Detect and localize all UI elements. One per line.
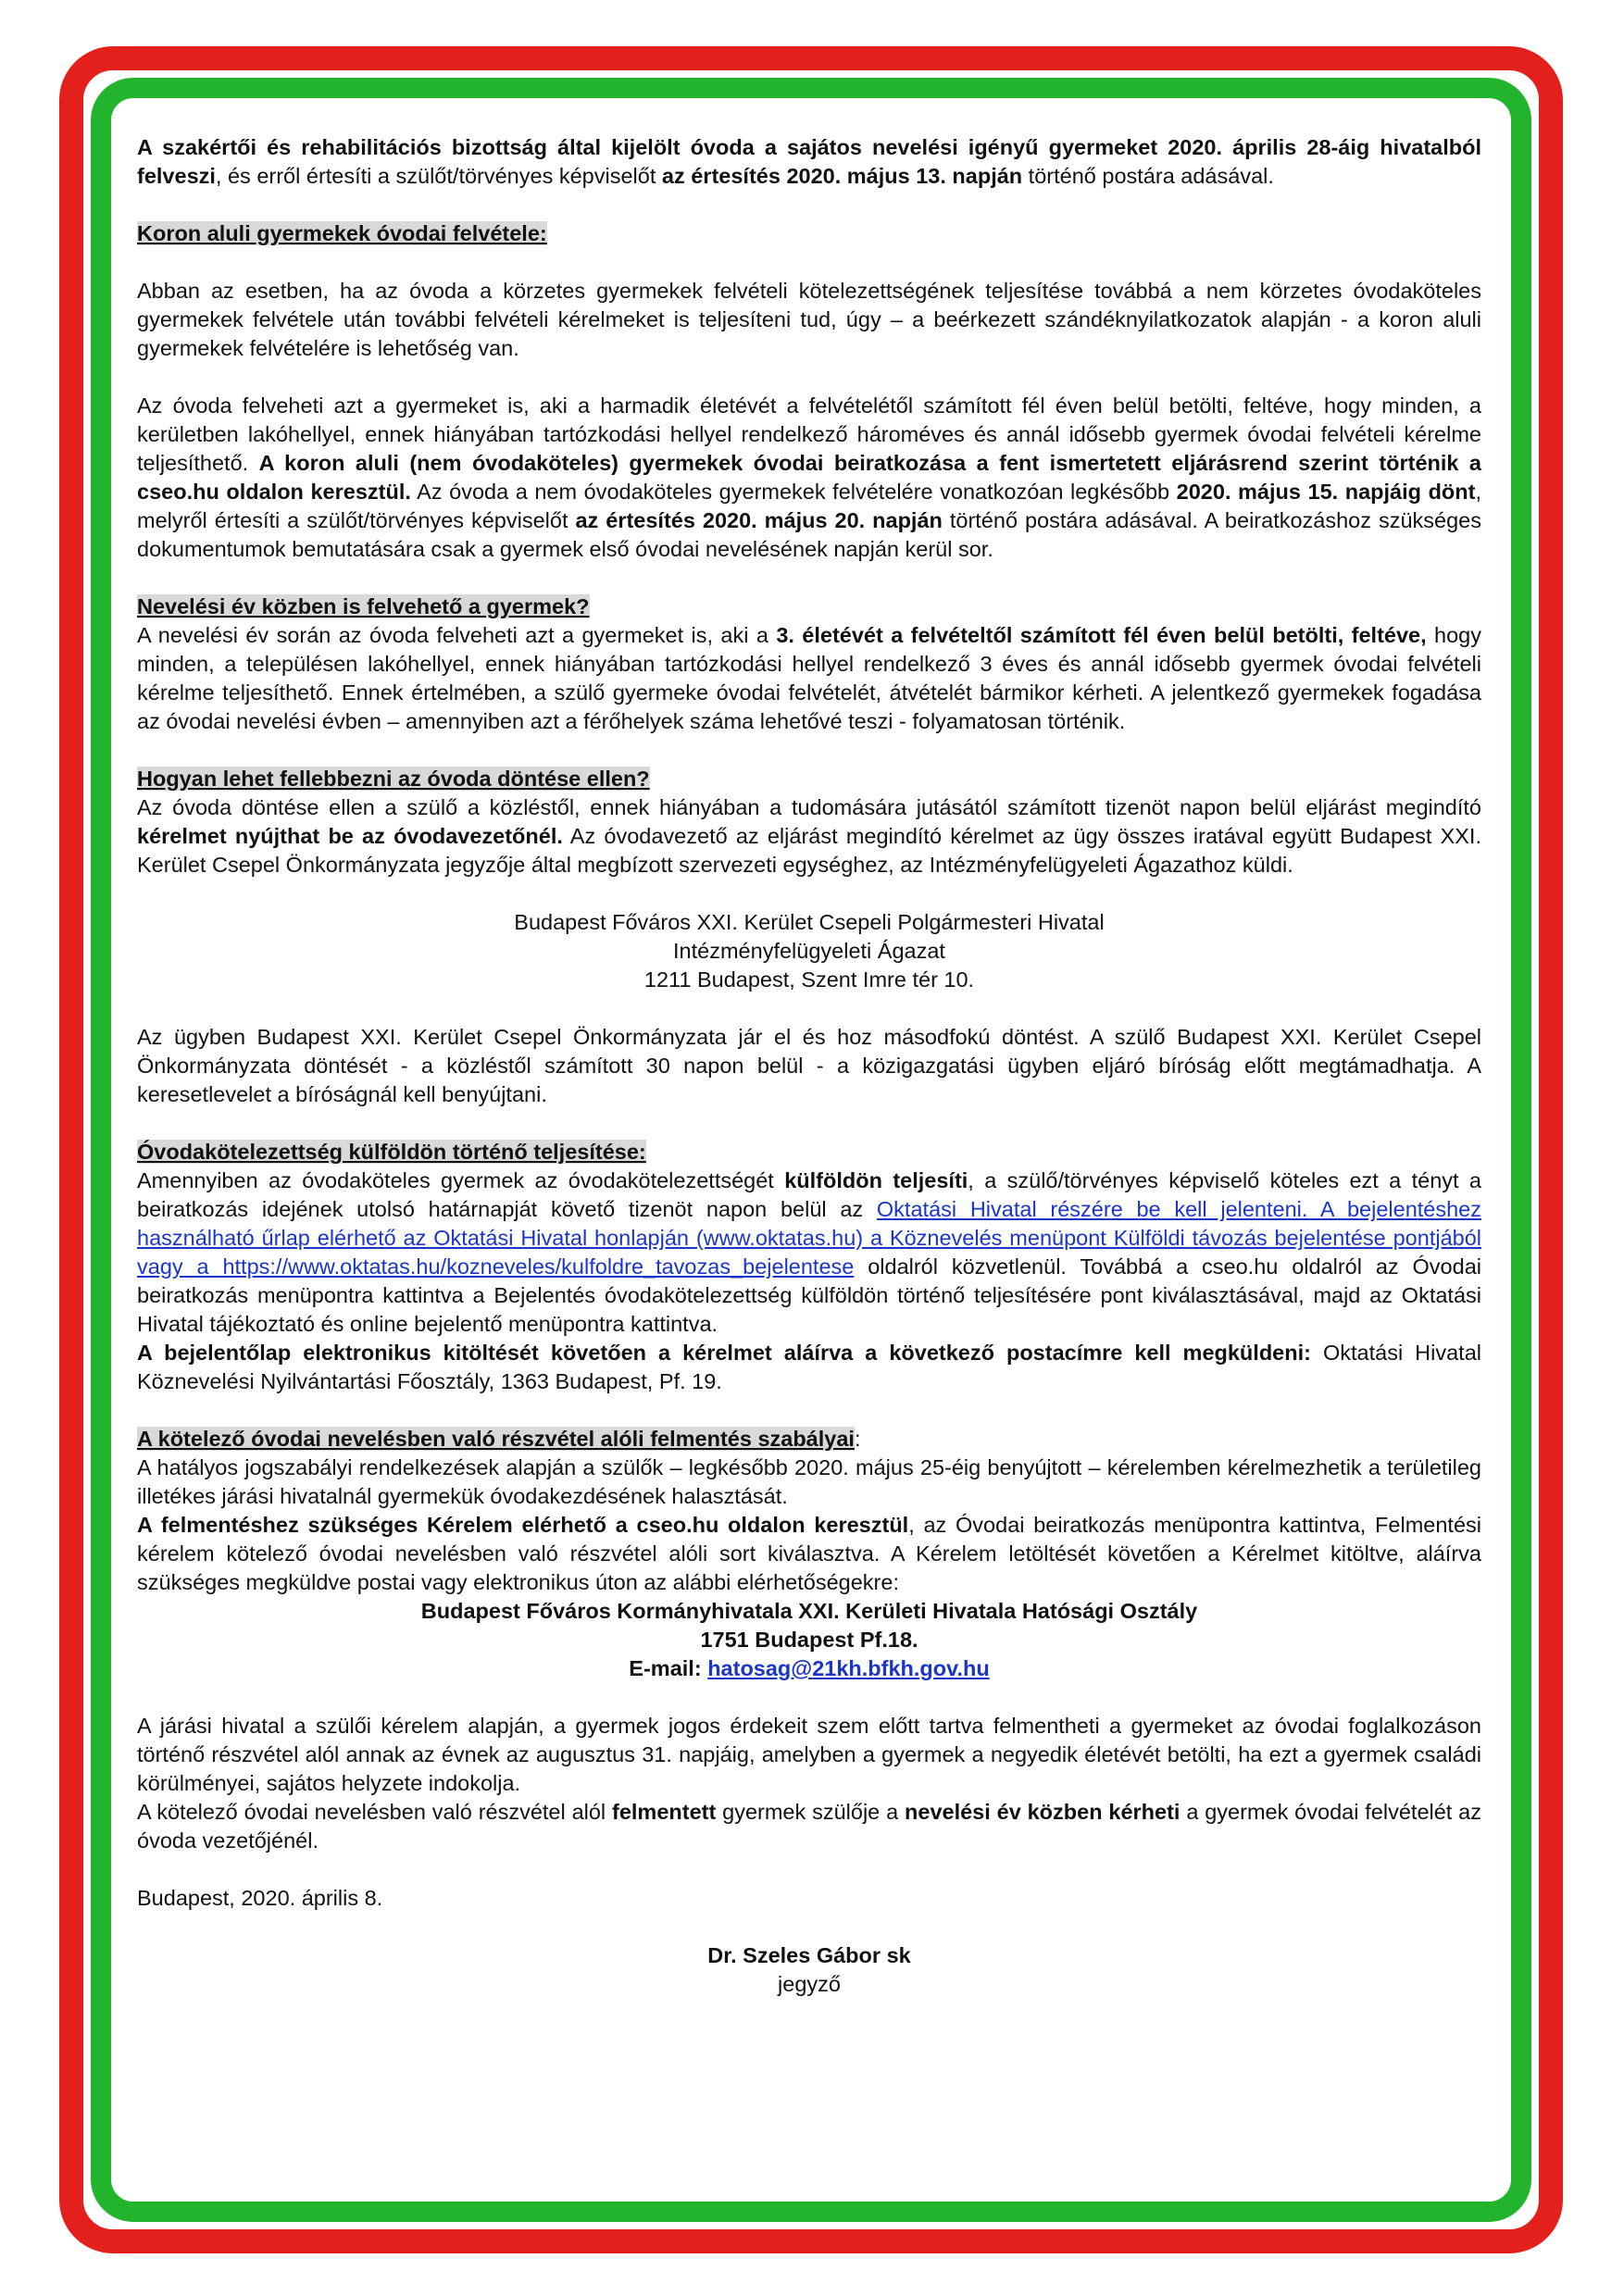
paragraph: A bejelentőlap elektronikus kitöltését követően a kérelmet aláírva a következő postacímre kell megküldeni: Oktatási Hivatal Köznevelési Nyilvántartási Főosztály, 1363 Budapest, Pf. 19.: [137, 1341, 1482, 1393]
paragraph: Abban az esetben, ha az óvoda a körzetes gyermekek felvételi kötelezettségének teljesítése továbbá a nem körzetes óvodaköteles gyermekek felvétele után további felvételi kérelmeket is teljesíteni tud, úgy – a beérkezett szándéknyilatkozatok alapján - a koron aluli gyermekek felvételére is lehetőség van.: [137, 279, 1481, 360]
address-block: [137, 908, 1481, 994]
email-link[interactable]: hatosag@21kh.bfkh.gov.hu: [707, 1656, 990, 1680]
section-heading-fellebbezes: Hogyan lehet fellebbezni az óvoda döntése ellen?: [137, 767, 650, 791]
section-heading-koron-aluli: Koron aluli gyermekek óvodai felvétele:: [137, 221, 547, 245]
section-heading-felmentes: A kötelező óvodai nevelésben való részvétel alóli felmentés szabályai:: [137, 1427, 861, 1451]
email-line: E-mail: hatosag@21kh.bfkh.gov.hu: [629, 1656, 990, 1680]
section-heading-kulfold: Óvodakötelezettség külföldön történő teljesítése:: [137, 1140, 646, 1164]
contact-block: [137, 1597, 1481, 1683]
signature-block: [137, 1941, 1481, 1999]
paragraph: A hatályos jogszabályi rendelkezések alapján a szülők – legkésőbb 2020. május 25-éig benyújtott – kérelemben kérelmezhetik a területileg illetékes járási hivatalnál gyermekük óvodakezdésének halasztását.: [137, 1455, 1481, 1508]
address-line: Budapest Főváros XXI. Kerület Csepeli Polgármesteri Hivatal: [514, 910, 1105, 934]
paragraph: Az óvoda felveheti azt a gyermeket is, aki a harmadik életévét a felvételétől számított fél éven belül betölti, feltéve, hogy minden, a kerületben lakóhellyel, ennek hiányában tartózkodási hellyel rendelkező hároméves és annál idősebb gyermek óvodai felvételi kérelme teljesíthető. A koron aluli (nem óvodaköteles) gyermekek óvodai beiratkozása a fent ismertetett eljárásrend szerint történik a cseo.hu oldalon keresztül. Az óvoda a nem óvodaköteles gyermekek felvételére vonatkozóan legkésőbb 2020. május 15. napjáig dönt, melyről értesíti a szülőt/törvényes képviselőt az értesítés 2020. május 20. napján történő postára adásával. A beiratkozáshoz szükséges dokumentumok bemutatására csak a gyermek első óvodai nevelésének napján kerül sor.: [137, 393, 1482, 561]
paragraph: A nevelési év során az óvoda felveheti azt a gyermeket is, aki a 3. életévét a felvételtől számított fél éven belül betölti, feltéve, hogy minden, a településen lakóhellyel, ennek hiányában tartózkodási hellyel rendelkező 3 éves és annál idősebb gyermek óvodai felvételi kérelme teljesíthető. Ennek értelmében, a szülő gyermeke óvodai felvételét, átvételét bármikor kérheti. A jelentkező gyermekek fogadása az óvodai nevelési évben – amennyiben azt a férőhelyek száma lehetővé teszi - folyamatosan történik.: [137, 623, 1481, 733]
paragraph: Az ügyben Budapest XXI. Kerület Csepel Önkormányzata jár el és hoz másodfokú döntést. A szülő Budapest XXI. Kerület Csepel Önkormányzata döntését - a közléstől számított 30 napon belül - a közigazgatási ügyben eljáró bíróság előtt megtámadhatja. A keresetlevelet a bíróságnál kell benyújtani.: [137, 1025, 1481, 1106]
paragraph: A kötelező óvodai nevelésben való részvétel alól felmentett gyermek szülője a nevelési év közben kérheti a gyermek óvodai felvételét az óvoda vezetőjénél.: [137, 1800, 1481, 1853]
document-body: [137, 133, 1481, 1999]
signer-name: Dr. Szeles Gábor sk: [707, 1943, 911, 1967]
address-line: Intézményfelügyeleti Ágazat: [673, 939, 945, 963]
section-heading-nevelesi-ev: Nevelési év közben is felvehető a gyermek?: [137, 594, 590, 618]
paragraph: A járási hivatal a szülői kérelem alapján, a gyermek jogos érdekeit szem előtt tartva felmentheti a gyermeket az óvodai foglalkozáson történő részvétel alól annak az évnek az augusztus 31. napjáig, amelyben a gyermek a negyedik életévét betölti, ha ezt a gyermek családi körülményei, sajátos helyzete indokolja.: [137, 1714, 1481, 1795]
intro-paragraph: A szakértői és rehabilitációs bizottság által kijelölt óvoda a sajátos nevelési igényű gyermeket 2020. április 28-áig hivatalból felveszi, és erről értesíti a szülőt/törvényes képviselőt az értesítés 2020. május 13. napján történő postára adásával.: [137, 135, 1481, 188]
signer-title: jegyző: [778, 1972, 841, 1996]
office-name: Budapest Főváros Kormányhivatala XXI. Kerületi Hivatala Hatósági Osztály: [420, 1599, 1198, 1623]
paragraph: A felmentéshez szükséges Kérelem elérhető a cseo.hu oldalon keresztül, az Óvodai beiratkozás menüpontra kattintva, Felmentési kérelem kötelező óvodai nevelésben való részvétel alóli sort kiválasztva. A Kérelem letöltését követően a Kérelmet kitöltve, aláírva szükséges megküldve postai vagy elektronikus úton az alábbi elérhetőségekre:: [137, 1513, 1481, 1594]
address-line: 1211 Budapest, Szent Imre tér 10.: [643, 967, 975, 992]
oktatasi-hivatal-link[interactable]: Oktatási Hivatal részére be kell jelenteni. A bejelentéshez használható űrlap elérhető az Oktatási Hivatal honlapján (www.oktatas.hu) a Köznevelés menüpont Külföldi távozás bejelentése pontjából vagy a https://www.oktatas.hu/kozneveles/kulfoldre_tavozas_bejelentese: [137, 1197, 1481, 1279]
postal-address: 1751 Budapest Pf.18.: [700, 1628, 918, 1652]
paragraph: Amennyiben az óvodaköteles gyermek az óvodakötelezettségét külföldön teljesíti, a szülő/törvényes képviselő köteles ezt a tényt a beiratkozás idejének utolsó határnapját követő tizenöt napon belül az Oktatási Hivatal részére be kell jelenteni. A bejelentéshez használható űrlap elérhető az Oktatási Hivatal honlapján (www.oktatas.hu) a Köznevelés menüpont Külföldi távozás bejelentése pontjából vagy a https://www.oktatas.hu/kozneveles/kulfoldre_tavozas_bejelentese oldalról közvetlenül. Továbbá a cseo.hu oldalról az Óvodai beiratkozás menüpontra kattintva a Bejelentés óvodakötelezettség külföldön történő teljesítésére pont kiválasztásával, majd az Oktatási Hivatal tájékoztató és online bejelentő menüpontra kattintva.: [137, 1168, 1482, 1336]
date-line: Budapest, 2020. április 8.: [137, 1886, 383, 1910]
paragraph: Az óvoda döntése ellen a szülő a közléstől, ennek hiányában a tudomására jutásától számított tizenöt napon belül eljárást megindító kérelmet nyújthat be az óvodavezetőnél. Az óvodavezető az eljárást megindító kérelmet az ügy összes iratával együtt Budapest XXI. Kerület Csepel Önkormányzata jegyzője által megbízott szervezeti egységhez, az Intézményfelügyeleti Ágazathoz küldi.: [137, 795, 1481, 877]
